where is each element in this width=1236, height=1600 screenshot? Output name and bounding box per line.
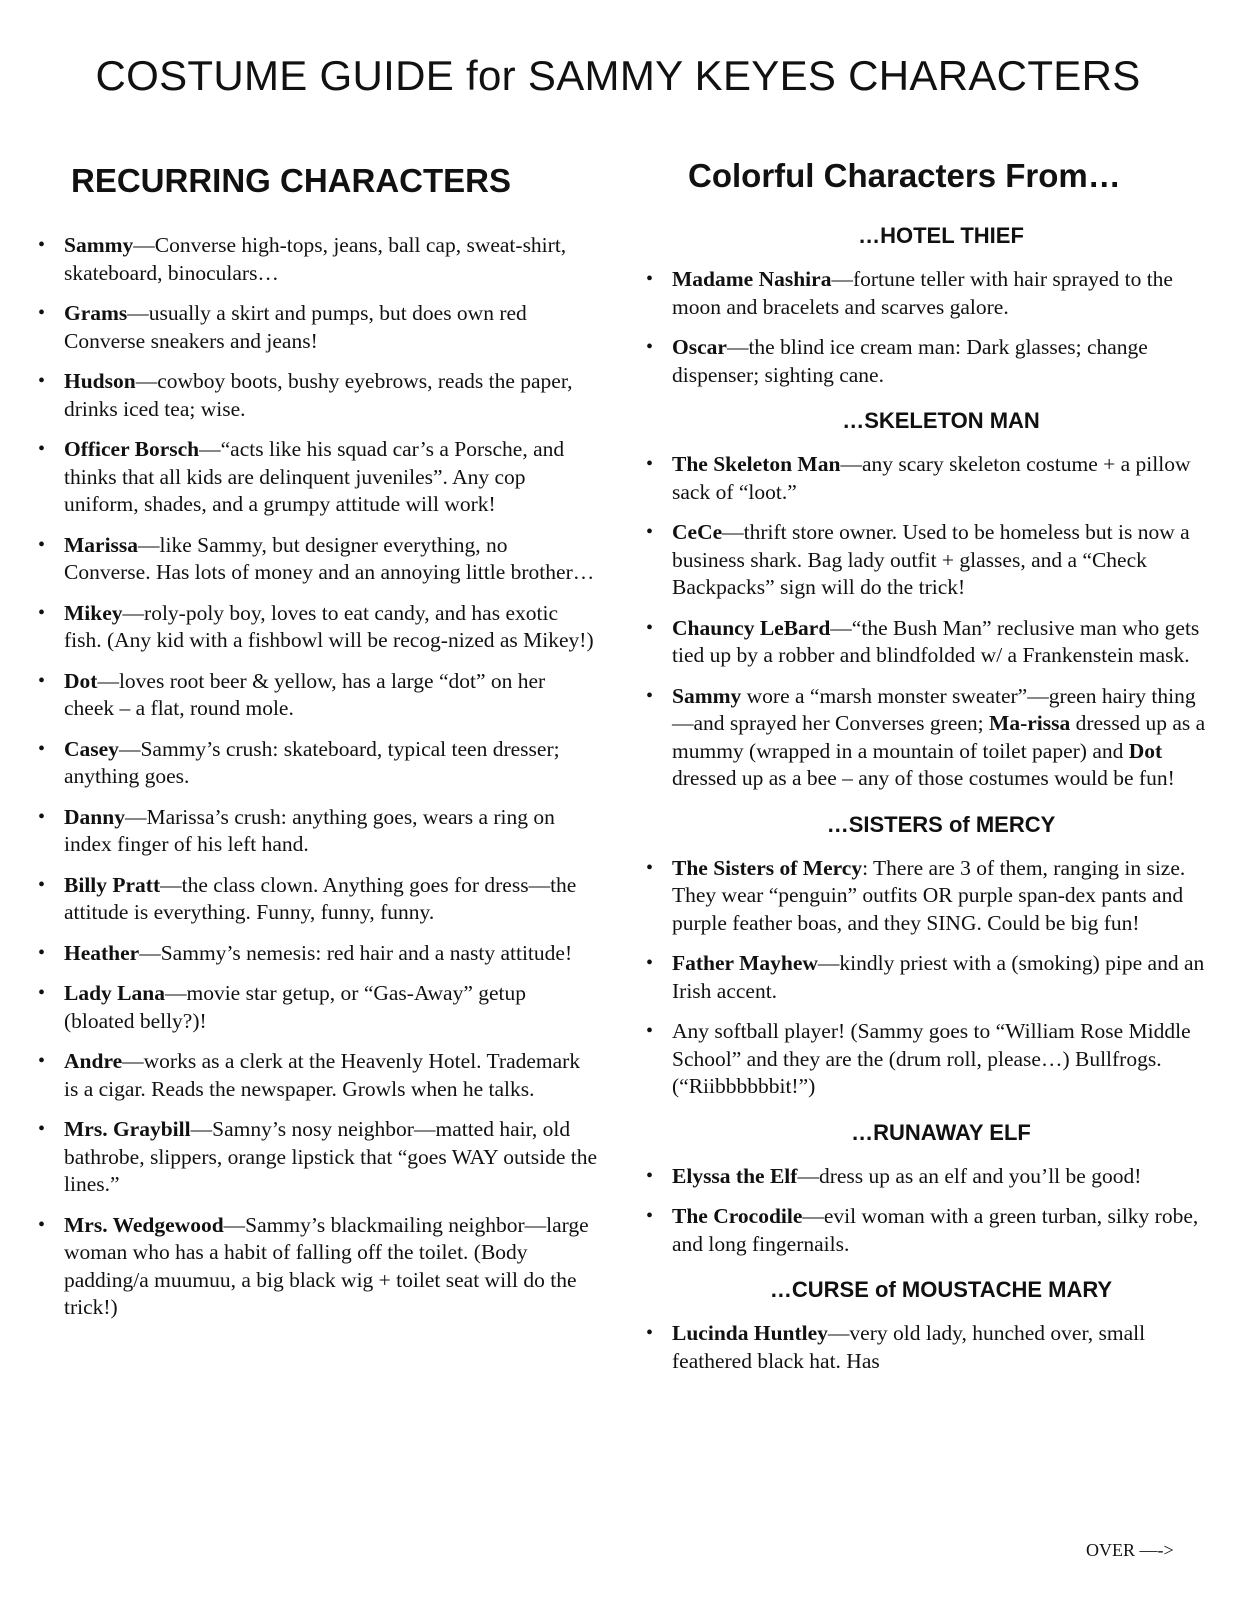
character-list-item xyxy=(38,980,598,1035)
character-list-item xyxy=(38,300,598,355)
bullet-icon: • xyxy=(646,1205,654,1227)
character-list-item xyxy=(646,855,1206,938)
bullet-icon: • xyxy=(38,669,46,692)
bullet-icon: • xyxy=(646,616,654,639)
character-description: —thrift store owner. Used to be homeless but is now a business shark. Bag lady outfit + glasses, and a “Check Backpacks” sign will do the trick! xyxy=(672,520,1190,599)
character-name: Casey xyxy=(64,736,119,761)
bullet-icon: • xyxy=(38,941,46,964)
character-description: —roly-poly boy, loves to eat candy, and has exotic fish. (Any kid with a fishbowl will be recog-nized as Mikey!) xyxy=(64,600,594,652)
bullet-icon: • xyxy=(38,737,46,760)
character-description: dressed up as a mummy (wrapped in a mountain of toilet paper) and xyxy=(672,711,1206,763)
character-name: Mrs. Wedgewood xyxy=(64,1212,224,1237)
character-name: Madame Nashira xyxy=(672,267,832,291)
character-description: —the class clown. Anything goes for dress—the attitude is everything. Funny, funny, funny. xyxy=(64,872,577,924)
bullet-icon: • xyxy=(646,684,654,707)
book-section-heading: …SKELETON MAN xyxy=(842,408,1040,433)
character-description: —works as a clerk at the Heavenly Hotel. Trademark is a cigar. Reads the newspaper. Growls when he talks. xyxy=(64,1049,581,1101)
character-list-item xyxy=(38,804,598,859)
character-list-item xyxy=(646,1163,1206,1191)
bullet-icon: • xyxy=(38,234,46,256)
character-name: Billy Pratt xyxy=(64,872,161,897)
bullet-icon: • xyxy=(646,952,654,974)
character-name: Lucinda Huntley xyxy=(672,1321,828,1345)
character-list-item xyxy=(38,436,598,519)
character-description: —Samny’s nosy neighbor—matted hair, old bathrobe, slippers, orange lipstick that “goes WAY outside the lines.” xyxy=(64,1117,598,1196)
bullet-icon: • xyxy=(646,856,654,879)
book-section-heading: …CURSE of MOUSTACHE MARY xyxy=(769,1277,1113,1302)
bullet-icon: • xyxy=(646,336,654,358)
character-description: —“acts like his squad car’s a Porsche, and thinks that all kids are delinquent juveniles”. Any cop uniform, shades, and a grumpy attitude will work! xyxy=(64,437,565,516)
character-description: : There are 3 of them, ranging in size. They wear “penguin” outfits OR purple span-dex pants and purple feather boas, and they SING. Could be big fun! xyxy=(672,855,1186,935)
bullet-icon: • xyxy=(646,521,654,543)
character-list-item xyxy=(646,266,1206,321)
character-list-item xyxy=(38,668,598,723)
over-indicator: OVER —-> xyxy=(1086,1540,1174,1560)
character-description: —very old lady, hunched over, small feathered black hat. Has xyxy=(672,1321,1146,1373)
character-list-item xyxy=(38,736,598,791)
bullet-icon: • xyxy=(38,370,46,392)
character-name: Father Mayhew xyxy=(672,951,818,975)
character-name: Sammy xyxy=(672,683,742,708)
character-description: —Sammy’s blackmailing neighbor—large woman who has a habit of falling off the toilet. (Body padding/a muumuu, a big black wig + toilet seat will do the trick!) xyxy=(64,1212,589,1319)
bullet-icon: • xyxy=(38,302,46,324)
character-list-item xyxy=(646,1018,1206,1101)
character-list-item xyxy=(38,1116,598,1199)
bullet-icon: • xyxy=(646,268,654,290)
character-list-item xyxy=(38,1048,598,1103)
character-list-item xyxy=(646,950,1206,1005)
character-name: Oscar xyxy=(672,335,727,359)
character-description: —usually a skirt and pumps, but does own red Converse sneakers and jeans! xyxy=(64,301,527,353)
bullet-icon: • xyxy=(38,1118,46,1140)
book-section-heading: …HOTEL THIEF xyxy=(858,223,1024,248)
bullet-icon: • xyxy=(646,1020,654,1042)
character-name: The Sisters of Mercy xyxy=(672,855,863,880)
character-description: —“the Bush Man” reclusive man who gets tied up by a robber and blindfolded w/ a Frankenstein mask. xyxy=(672,615,1200,667)
character-description: Any softball player! (Sammy goes to “William Rose Middle School” and they are the (drum roll, please…) Bullfrogs. (“Riibbbbbbit!”) xyxy=(672,1019,1191,1098)
character-list-item xyxy=(38,600,598,655)
character-name: Chauncy LeBard xyxy=(672,615,831,640)
character-name: Grams xyxy=(64,301,128,325)
character-description: —Sammy’s nemesis: red hair and a nasty attitude! xyxy=(139,940,573,965)
character-description: —the blind ice cream man: Dark glasses; change dispenser; sighting cane. xyxy=(672,335,1148,387)
character-name: Dot xyxy=(64,668,98,693)
character-description: —any scary skeleton costume + a pillow sack of “loot.” xyxy=(672,452,1191,504)
character-name: Danny xyxy=(64,804,125,829)
character-list-item xyxy=(646,1320,1206,1375)
bullet-icon: • xyxy=(38,1050,46,1072)
character-name: The Crocodile xyxy=(672,1204,803,1228)
character-name: Officer Borsch xyxy=(64,437,200,461)
character-name: Mikey xyxy=(64,600,123,625)
recurring-characters-list xyxy=(38,232,598,1335)
character-description: —Sammy’s crush: skateboard, typical teen dresser; anything goes. xyxy=(64,736,560,788)
character-description: —like Sammy, but designer everything, no Converse. Has lots of money and an annoying little brother… xyxy=(64,532,595,584)
character-description: —movie star getup, or “Gas-Away” getup (bloated belly?)! xyxy=(64,981,527,1033)
character-list-item xyxy=(38,872,598,927)
character-description: wore a “marsh monster sweater”—green hairy thing—and sprayed her Converses green; xyxy=(672,683,1196,735)
character-name: CeCe xyxy=(672,520,723,544)
character-name: Dot xyxy=(1128,738,1163,763)
character-list-item xyxy=(38,368,598,423)
character-list-item xyxy=(646,451,1206,506)
character-name: Heather xyxy=(64,940,140,965)
character-list-item xyxy=(646,615,1206,670)
bullet-icon: • xyxy=(38,601,46,624)
recurring-characters-heading: RECURRING CHARACTERS xyxy=(71,162,512,199)
character-list-item xyxy=(38,940,598,968)
page-title: COSTUME GUIDE for SAMMY KEYES CHARACTERS xyxy=(95,52,1141,99)
character-list-item xyxy=(38,232,598,287)
bullet-icon: • xyxy=(646,1322,654,1344)
colorful-characters-list xyxy=(646,223,1206,1388)
character-description: —dress up as an elf and you’ll be good! xyxy=(797,1163,1142,1188)
character-name: Mrs. Graybill xyxy=(64,1117,191,1141)
character-list-item xyxy=(38,532,598,587)
character-name: The Skeleton Man xyxy=(672,452,841,476)
character-description: —Marissa’s crush: anything goes, wears a ring on index finger of his left hand. xyxy=(64,804,555,856)
character-name: Lady Lana xyxy=(64,981,165,1005)
character-description: —cowboy boots, bushy eyebrows, reads the paper, drinks iced tea; wise. xyxy=(64,369,573,421)
character-list-item xyxy=(646,1203,1206,1258)
character-name: Elyssa the Elf xyxy=(672,1163,798,1188)
character-name: Marissa xyxy=(64,532,139,557)
character-name: Ma-rissa xyxy=(989,711,1071,735)
character-name: Sammy xyxy=(64,233,134,257)
bullet-icon: • xyxy=(38,982,46,1004)
bullet-icon: • xyxy=(646,453,654,475)
bullet-icon: • xyxy=(646,1164,654,1187)
character-list-item xyxy=(38,1212,598,1322)
bullet-icon: • xyxy=(38,805,46,828)
character-description: —fortune teller with hair sprayed to the moon and bracelets and scarves galore. xyxy=(672,267,1173,319)
character-list-item xyxy=(646,683,1206,793)
character-description: —loves root beer & yellow, has a large “dot” on her cheek – a flat, round mole. xyxy=(64,668,546,720)
bullet-icon: • xyxy=(38,533,46,556)
bullet-icon: • xyxy=(38,873,46,896)
bullet-icon: • xyxy=(38,438,46,460)
character-name: Andre xyxy=(64,1049,123,1073)
character-name: Hudson xyxy=(64,369,136,393)
colorful-characters-heading: Colorful Characters From… xyxy=(688,157,1121,194)
character-list-item xyxy=(646,334,1206,389)
book-section-heading: …RUNAWAY ELF xyxy=(851,1119,1031,1145)
bullet-icon: • xyxy=(38,1213,46,1236)
character-list-item xyxy=(646,519,1206,602)
character-description: —evil woman with a green turban, silky robe, and long fingernails. xyxy=(672,1204,1199,1256)
book-section-heading: …SISTERS of MERCY xyxy=(826,811,1056,837)
character-description: —Converse high-tops, jeans, ball cap, sweat-shirt, skateboard, binoculars… xyxy=(64,233,567,285)
character-description: —kindly priest with a (smoking) pipe and an Irish accent. xyxy=(672,951,1205,1003)
character-description: dressed up as a bee – any of those costumes would be fun! xyxy=(672,766,1175,790)
